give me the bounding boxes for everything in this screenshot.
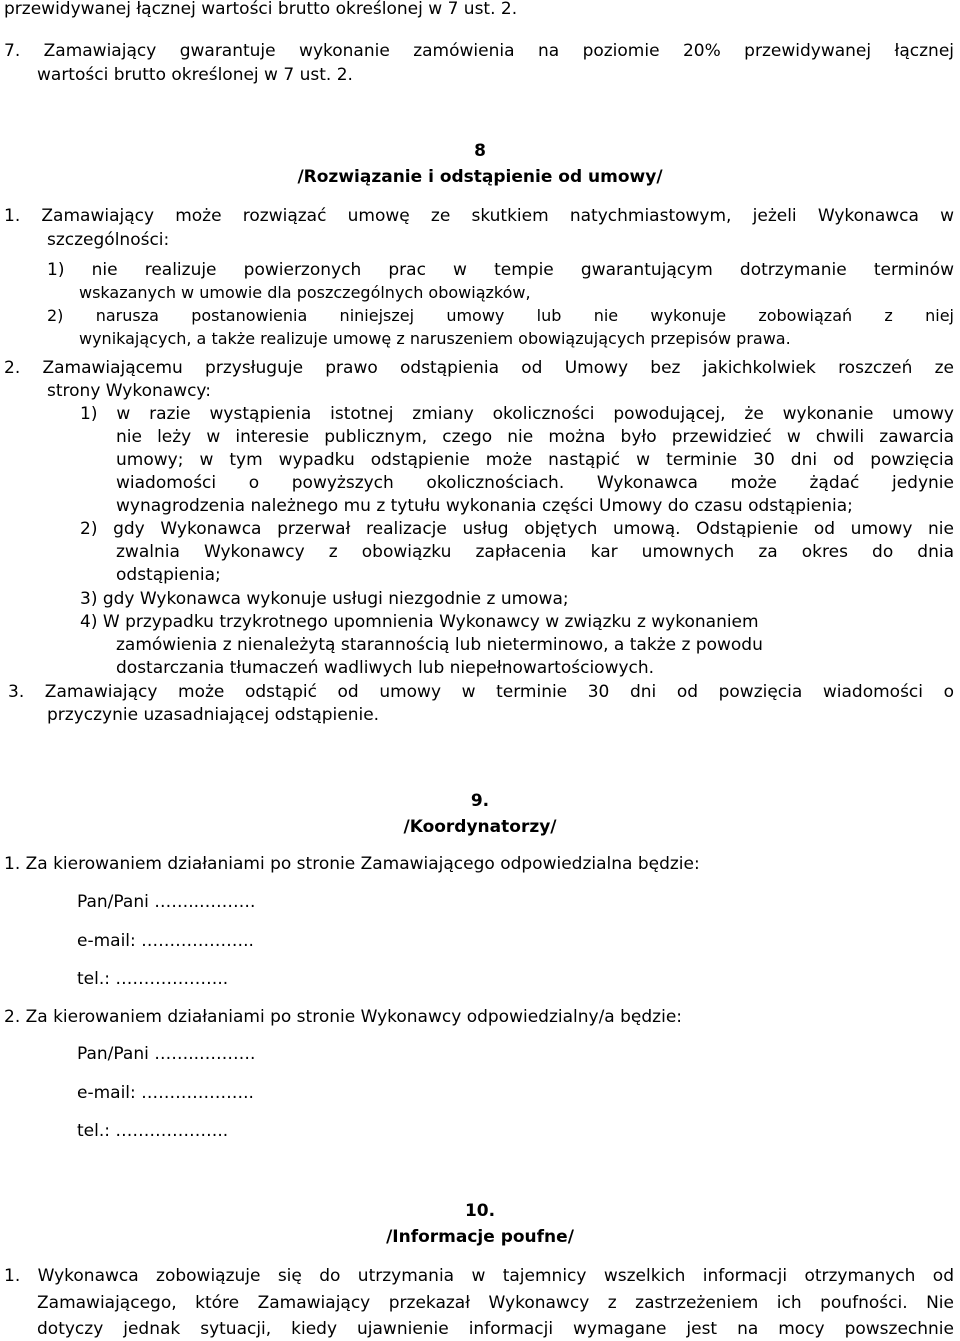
s8-a3: 3) gdy Wykonawca wykonuje usługi niezgodnie z umowa; (80, 589, 569, 609)
s9-p2: 2. Za kierowaniem działaniami po stronie Wykonawcy odpowiedzialny/a będzie: (4, 1007, 682, 1027)
s8-item2-line2: wynikających, a także realizuje umowę z naruszeniem obowiązujących przepisów prawa. (79, 329, 791, 348)
s8-a1-line2: nie leży w interesie publicznym, czego nie można było przewidzieć w chwili zawarcia (116, 427, 954, 447)
s8-a2-line3: odstąpienia; (116, 565, 221, 585)
s9-email-2: e-mail: ……………….. (77, 1083, 254, 1103)
s8-p3-line2: przyczynie uzasadniającej odstąpienie. (47, 705, 380, 725)
text-line: przewidywanej łącznej wartości brutto określonej w 7 ust. 2. (4, 0, 518, 19)
s8-item1-line1: 1) nie realizuje powierzonych prac w tempie gwarantującym dotrzymanie terminów (47, 260, 954, 280)
s9-p1: 1. Za kierowaniem działaniami po stronie Zamawiającego odpowiedzialna będzie: (4, 854, 700, 874)
s9-pan-2: Pan/Pani ……..………. (77, 1044, 256, 1064)
s8-p2-line2: strony Wykonawcy: (47, 381, 211, 401)
s8-a1-line1: 1) w razie wystąpienia istotnej zmiany okoliczności powodującej, że wykonanie umowy (80, 404, 954, 424)
s8-a1-line5: wynagrodzenia należnego mu z tytułu wykonania części Umowy do czasu odstąpienia; (116, 496, 853, 516)
s8-a1-line3: umowy; w tym wypadku odstąpienie może nastąpić w terminie 30 dni od powzięcia (116, 450, 954, 470)
s8-p1-line2: szczególności: (47, 230, 170, 250)
s10-p1-line2: Zamawiającego, które Zamawiający przekazał Wykonawcy z zastrzeżeniem ich poufności. Nie (37, 1293, 954, 1313)
section-10-number: 10. (464, 1201, 496, 1221)
s8-a4-line1: 4) W przypadku trzykrotnego upomnienia Wykonawcy w związku z wykonaniem (80, 612, 759, 632)
s8-a2-line2: zwalnia Wykonawcy z obowiązku zapłacenia kar umownych za okres do dnia (116, 542, 954, 562)
s8-p2-line1: 2. Zamawiającemu przysługuje prawo odstąpienia od Umowy bez jakichkolwiek roszczeń ze (4, 358, 954, 378)
s10-p1-line3: dotyczy jednak sytuacji, kiedy ujawnienie informacji wymagane jest na mocy powszechnie (37, 1319, 954, 1339)
s8-item1-line2: wskazanych w umowie dla poszczególnych obowiązków, (79, 283, 531, 302)
s8-a4-line2: zamówienia z nienależytą starannością lub nieterminowo, a także z powodu (116, 635, 763, 655)
s9-tel-2: tel.: ……………….. (77, 1121, 229, 1141)
paragraph-7-line1: 7. Zamawiający gwarantuje wykonanie zamówienia na poziomie 20% przewidywanej łącznej (4, 41, 954, 61)
s9-tel-1: tel.: ……………….. (77, 969, 229, 989)
s8-a2-line1: 2) gdy Wykonawca przerwał realizacje usług objętych umową. Odstąpienie od umowy nie (80, 519, 954, 539)
section-10-title: /Informacje poufne/ (386, 1227, 574, 1247)
s8-a4-line3: dostarczania tłumaczeń wadliwych lub niepełnowartościowych. (116, 658, 655, 678)
section-8-number: 8 (474, 141, 486, 161)
section-8-title: /Rozwiązanie i odstąpienie od umowy/ (297, 167, 663, 187)
s9-email-1: e-mail: ……………….. (77, 931, 254, 951)
s8-item2-line1: 2) narusza postanowienia niniejszej umowy lub nie wykonuje zobowiązań z niej (47, 306, 954, 325)
paragraph-7-line2: wartości brutto określonej w 7 ust. 2. (37, 65, 353, 85)
s8-a1-line4: wiadomości o powyższych okolicznościach. Wykonawca może żądać jedynie (116, 473, 954, 493)
section-9-title: /Koordynatorzy/ (403, 817, 557, 837)
section-9-number: 9. (470, 791, 490, 811)
s10-p1-line1: 1. Wykonawca zobowiązuje się do utrzymania w tajemnicy wszelkich informacji otrzymanych od (4, 1266, 954, 1286)
s8-p1-line1: 1. Zamawiający może rozwiązać umowę ze skutkiem natychmiastowym, jeżeli Wykonawca w (4, 206, 954, 226)
s9-pan-1: Pan/Pani ……..………. (77, 892, 256, 912)
s8-p3-line1: 3. Zamawiający może odstąpić od umowy w terminie 30 dni od powzięcia wiadomości o (8, 682, 954, 702)
